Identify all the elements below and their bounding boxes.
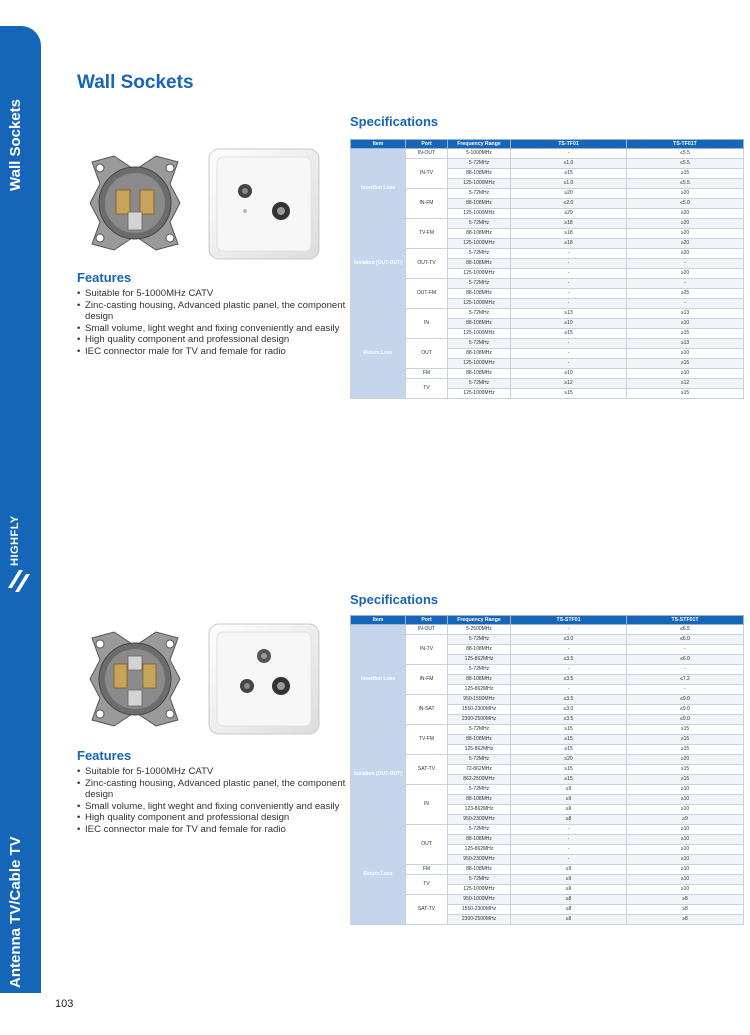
value-cell: - xyxy=(627,685,744,695)
frequency-cell: 5-72MHz xyxy=(448,665,511,675)
value-cell: ≥15 xyxy=(627,169,744,179)
value-cell: ≥15 xyxy=(627,765,744,775)
value-cell: ≥10 xyxy=(627,865,744,875)
frequency-cell: 5-72MHz xyxy=(448,189,511,199)
value-cell: ≥9 xyxy=(511,885,627,895)
feature-item: • High quality component and professional design xyxy=(77,334,347,346)
value-cell: ≥18 xyxy=(511,239,627,249)
sidebar xyxy=(0,26,41,993)
feature-item: • Zinc-casting housing, Advanced plastic panel, the component design xyxy=(77,778,347,801)
table-row xyxy=(351,625,744,635)
frequency-cell: 5-72MHz xyxy=(448,379,511,389)
value-cell: ≥15 xyxy=(627,775,744,785)
port-cell: IN xyxy=(406,785,448,825)
value-cell: - xyxy=(511,359,627,369)
header-model-a: TS-STF01 xyxy=(511,616,627,625)
value-cell: ≥9 xyxy=(627,815,744,825)
value-cell: - xyxy=(511,299,627,309)
frequency-cell: 2300-2500MHz xyxy=(448,715,511,725)
value-cell: ≥10 xyxy=(627,855,744,865)
table-row xyxy=(351,189,744,199)
item-cell: Isolation (OUT-OUT) xyxy=(351,725,406,825)
value-cell: ≤3.5 xyxy=(511,655,627,665)
header-model-b: TS-TF01T xyxy=(627,140,744,149)
value-cell: - xyxy=(511,289,627,299)
table-row xyxy=(351,369,744,379)
value-cell: ≥20 xyxy=(627,249,744,259)
frequency-cell: 123-862MHz xyxy=(448,805,511,815)
value-cell: - xyxy=(511,835,627,845)
value-cell: ≥15 xyxy=(627,725,744,735)
header-item: Item xyxy=(351,616,406,625)
frequency-cell: 88-108MHz xyxy=(448,645,511,655)
feature-item: • IEC connector male for TV and female for radio xyxy=(77,346,347,358)
frequency-cell: 88-108MHz xyxy=(448,795,511,805)
value-cell: - xyxy=(511,625,627,635)
value-cell: - xyxy=(511,249,627,259)
value-cell: ≥15 xyxy=(627,359,744,369)
frequency-cell: 950-1000MHz xyxy=(448,895,511,905)
feature-item: • IEC connector male for TV and female for radio xyxy=(77,824,347,836)
socket-insert-image xyxy=(84,628,186,730)
value-cell: - xyxy=(511,279,627,289)
value-cell: ≥20 xyxy=(627,755,744,765)
value-cell: ≥15 xyxy=(511,389,627,399)
value-cell: ≤6.5 xyxy=(627,625,744,635)
frequency-cell: 125-1000MHz xyxy=(448,359,511,369)
features-section-1 xyxy=(77,270,347,357)
header-port: Port xyxy=(406,140,448,149)
value-cell: ≥15 xyxy=(511,765,627,775)
frequency-cell: 125-1000MHz xyxy=(448,299,511,309)
value-cell: ≥15 xyxy=(627,389,744,399)
table-row xyxy=(351,875,744,885)
features-title: Features xyxy=(77,748,132,763)
value-cell: ≥10 xyxy=(627,875,744,885)
value-cell: ≥18 xyxy=(511,229,627,239)
frequency-cell: 5-72MHz xyxy=(448,825,511,835)
value-cell: ≥15 xyxy=(511,725,627,735)
port-cell: TV xyxy=(406,875,448,895)
frequency-cell: 125-1000MHz xyxy=(448,209,511,219)
value-cell: - xyxy=(511,855,627,865)
table-row xyxy=(351,149,744,159)
port-cell: IN-TV xyxy=(406,635,448,665)
value-cell: ≥20 xyxy=(627,269,744,279)
table-row xyxy=(351,755,744,765)
sidebar-top-label: Wall Sockets xyxy=(7,99,24,191)
frequency-cell: 125-1000MHz xyxy=(448,389,511,399)
header-port: Port xyxy=(406,616,448,625)
value-cell: ≤3.0 xyxy=(511,635,627,645)
table-row xyxy=(351,785,744,795)
table-row xyxy=(351,865,744,875)
item-cell xyxy=(351,625,406,635)
value-cell: ≥10 xyxy=(627,349,744,359)
value-cell: - xyxy=(511,665,627,675)
header-model-a: TS-TF01 xyxy=(511,140,627,149)
frequency-cell: 125-862MHz xyxy=(448,655,511,665)
page-number: 103 xyxy=(55,998,74,1010)
frequency-cell: 1550-2300MHz xyxy=(448,705,511,715)
value-cell: ≤5.5 xyxy=(627,159,744,169)
table-row xyxy=(351,219,744,229)
port-cell: TV-FM xyxy=(406,219,448,249)
value-cell: ≤7.2 xyxy=(627,675,744,685)
value-cell: ≥15 xyxy=(511,329,627,339)
value-cell: ≥20 xyxy=(511,189,627,199)
frequency-cell: 5-2500MHz xyxy=(448,625,511,635)
value-cell: ≥9 xyxy=(511,805,627,815)
frequency-cell: 5-1000MHz xyxy=(448,149,511,159)
frequency-cell: 88-108MHz xyxy=(448,319,511,329)
port-cell: IN-FM xyxy=(406,665,448,695)
table-row xyxy=(351,159,744,169)
value-cell: ≥10 xyxy=(511,319,627,329)
value-cell: ≤3.5 xyxy=(511,675,627,685)
port-cell: TV xyxy=(406,379,448,399)
frequency-cell: 88-108MHz xyxy=(448,865,511,875)
value-cell: ≥20 xyxy=(627,239,744,249)
spec-table-1 xyxy=(350,139,744,399)
table-row xyxy=(351,665,744,675)
value-cell: ≥20 xyxy=(627,189,744,199)
frequency-cell: 950-2300MHz xyxy=(448,815,511,825)
table-row xyxy=(351,725,744,735)
frequency-cell: 88-108MHz xyxy=(448,259,511,269)
value-cell: - xyxy=(511,149,627,159)
frequency-cell: 125-1000MHz xyxy=(448,179,511,189)
table-row xyxy=(351,279,744,289)
value-cell: ≥10 xyxy=(627,805,744,815)
port-cell: FM xyxy=(406,369,448,379)
value-cell: ≤5.5 xyxy=(627,179,744,189)
frequency-cell: 88-108MHz xyxy=(448,199,511,209)
feature-item: • Suitable for 5-1000MHz CATV xyxy=(77,288,347,300)
header-item: Item xyxy=(351,140,406,149)
value-cell: ≥8 xyxy=(511,815,627,825)
header-frequency: Frequency Range xyxy=(448,616,511,625)
value-cell: ≤3.5 xyxy=(511,695,627,705)
frequency-cell: 72-862MHz xyxy=(448,765,511,775)
port-cell: OUT xyxy=(406,825,448,865)
value-cell: ≥9 xyxy=(511,875,627,885)
table-row xyxy=(351,249,744,259)
value-cell: ≥15 xyxy=(511,169,627,179)
features-section-2 xyxy=(77,748,347,835)
port-cell: OUT-TV xyxy=(406,249,448,279)
frequency-cell: 125-1000MHz xyxy=(448,885,511,895)
port-cell: TV-FM xyxy=(406,725,448,755)
highfly-logo-icon xyxy=(5,566,35,596)
value-cell: - xyxy=(511,349,627,359)
value-cell: ≥20 xyxy=(627,219,744,229)
value-cell: - xyxy=(627,645,744,655)
socket-cover-image xyxy=(205,620,323,738)
features-title: Features xyxy=(77,270,132,285)
value-cell: - xyxy=(511,825,627,835)
frequency-cell: 88-108MHz xyxy=(448,169,511,179)
value-cell: ≥20 xyxy=(627,209,744,219)
frequency-cell: 5-72MHz xyxy=(448,159,511,169)
value-cell: - xyxy=(511,645,627,655)
value-cell: ≥10 xyxy=(627,369,744,379)
port-cell: FM xyxy=(406,865,448,875)
frequency-cell: 5-72MHz xyxy=(448,279,511,289)
spec-table-2 xyxy=(350,615,744,925)
frequency-cell: 2300-2500MHz xyxy=(448,915,511,925)
frequency-cell: 88-108MHz xyxy=(448,229,511,239)
port-cell: SAT-TV xyxy=(406,895,448,925)
item-cell: Insertion Loss xyxy=(351,635,406,725)
value-cell: ≤6.0 xyxy=(627,655,744,665)
table-row xyxy=(351,379,744,389)
value-cell: ≥20 xyxy=(511,755,627,765)
value-cell: ≥13 xyxy=(627,309,744,319)
value-cell: ≤1.0 xyxy=(511,179,627,189)
value-cell: ≥9 xyxy=(511,785,627,795)
value-cell: ≥15 xyxy=(627,735,744,745)
value-cell: ≥15 xyxy=(511,735,627,745)
frequency-cell: 125-862MHz xyxy=(448,845,511,855)
value-cell: - xyxy=(511,269,627,279)
frequency-cell: 5-72MHz xyxy=(448,249,511,259)
frequency-cell: 88-108MHz xyxy=(448,369,511,379)
value-cell: - xyxy=(511,339,627,349)
value-cell: ≤9.0 xyxy=(627,715,744,725)
value-cell: ≥8 xyxy=(511,915,627,925)
value-cell: - xyxy=(511,685,627,695)
value-cell: ≥18 xyxy=(511,219,627,229)
item-cell: Insertion Loss xyxy=(351,159,406,219)
value-cell: ≥25 xyxy=(627,289,744,299)
frequency-cell: 1550-2300MHz xyxy=(448,905,511,915)
value-cell: ≥20 xyxy=(511,209,627,219)
value-cell: ≥13 xyxy=(627,339,744,349)
item-cell: Return Loss xyxy=(351,309,406,399)
header-model-b: TS-STF01T xyxy=(627,616,744,625)
sidebar-brand: HIGHFLY xyxy=(9,515,21,566)
port-cell: OUT-FM xyxy=(406,279,448,309)
port-cell: IN-SAT xyxy=(406,695,448,725)
feature-item: • High quality component and professional design xyxy=(77,812,347,824)
value-cell: ≤3.5 xyxy=(511,715,627,725)
value-cell: ≤3.0 xyxy=(511,705,627,715)
item-cell: Isolation (OUT-OUT) xyxy=(351,219,406,309)
value-cell: ≥12 xyxy=(511,379,627,389)
value-cell: - xyxy=(627,279,744,289)
frequency-cell: 862-2500MHz xyxy=(448,775,511,785)
value-cell: ≥10 xyxy=(627,825,744,835)
value-cell: ≥10 xyxy=(627,835,744,845)
value-cell: ≥10 xyxy=(627,885,744,895)
value-cell: ≤9.0 xyxy=(627,695,744,705)
frequency-cell: 5-72MHz xyxy=(448,219,511,229)
port-cell: IN xyxy=(406,309,448,339)
frequency-cell: 5-72MHz xyxy=(448,339,511,349)
item-cell xyxy=(351,149,406,159)
socket-cover-image xyxy=(205,145,323,263)
value-cell: ≤1.0 xyxy=(511,159,627,169)
table-row xyxy=(351,895,744,905)
frequency-cell: 88-108MHz xyxy=(448,735,511,745)
table-row xyxy=(351,339,744,349)
table-row xyxy=(351,825,744,835)
spec-title-2: Specifications xyxy=(350,592,439,607)
frequency-cell: 125-1000MHz xyxy=(448,269,511,279)
value-cell: ≥10 xyxy=(627,319,744,329)
value-cell: ≥10 xyxy=(627,785,744,795)
value-cell: ≥15 xyxy=(627,745,744,755)
port-cell: IN-TV xyxy=(406,159,448,189)
table-row xyxy=(351,309,744,319)
port-cell: SAT-TV xyxy=(406,755,448,785)
frequency-cell: 88-108MHz xyxy=(448,675,511,685)
frequency-cell: 88-108MHz xyxy=(448,289,511,299)
frequency-cell: 950-2300MHz xyxy=(448,855,511,865)
header-frequency: Frequency Range xyxy=(448,140,511,149)
frequency-cell: 125-1000MHz xyxy=(448,329,511,339)
value-cell: ≥15 xyxy=(627,329,744,339)
spec-title-1: Specifications xyxy=(350,114,439,129)
port-cell: IN-OUT xyxy=(406,149,448,159)
frequency-cell: 125-862MHz xyxy=(448,685,511,695)
value-cell: ≥8 xyxy=(627,905,744,915)
value-cell: ≥20 xyxy=(627,229,744,239)
table-row xyxy=(351,635,744,645)
value-cell: ≥10 xyxy=(627,795,744,805)
value-cell: ≥8 xyxy=(511,895,627,905)
port-cell: IN-OUT xyxy=(406,625,448,635)
item-cell: Return Loss xyxy=(351,825,406,925)
frequency-cell: 5-72MHz xyxy=(448,725,511,735)
value-cell: ≥15 xyxy=(511,745,627,755)
value-cell: ≥12 xyxy=(627,379,744,389)
page-title: Wall Sockets xyxy=(77,72,194,93)
feature-item: • Small volume, light weght and fixing conveniently and easily xyxy=(77,323,347,335)
value-cell: ≥8 xyxy=(511,905,627,915)
feature-item: • Suitable for 5-1000MHz CATV xyxy=(77,766,347,778)
frequency-cell: 950-1550MHz xyxy=(448,695,511,705)
feature-item: • Zinc-casting housing, Advanced plastic panel, the component design xyxy=(77,300,347,323)
port-cell: IN-FM xyxy=(406,189,448,219)
value-cell: ≥8 xyxy=(627,895,744,905)
value-cell: ≥9 xyxy=(511,865,627,875)
feature-item: • Small volume, light weght and fixing conveniently and easily xyxy=(77,801,347,813)
value-cell: ≥10 xyxy=(511,369,627,379)
value-cell: ≤5.0 xyxy=(627,199,744,209)
table-row xyxy=(351,695,744,705)
value-cell: - xyxy=(627,665,744,675)
socket-insert-image xyxy=(84,152,186,254)
value-cell: - xyxy=(511,259,627,269)
value-cell: ≥15 xyxy=(511,775,627,785)
value-cell: - xyxy=(627,259,744,269)
value-cell: ≤2.0 xyxy=(511,199,627,209)
value-cell: ≤6.0 xyxy=(627,635,744,645)
value-cell: ≥9 xyxy=(511,795,627,805)
value-cell: - xyxy=(627,299,744,309)
value-cell: - xyxy=(511,845,627,855)
value-cell: ≥10 xyxy=(627,845,744,855)
port-cell: OUT xyxy=(406,339,448,369)
value-cell: ≥8 xyxy=(627,915,744,925)
frequency-cell: 88-108MHz xyxy=(448,835,511,845)
frequency-cell: 88-108MHz xyxy=(448,349,511,359)
value-cell: ≤5.5 xyxy=(627,149,744,159)
frequency-cell: 5-72MHz xyxy=(448,309,511,319)
frequency-cell: 5-72MHz xyxy=(448,635,511,645)
sidebar-bottom-label: Antenna TV/Cable TV xyxy=(7,836,24,988)
frequency-cell: 125-1000MHz xyxy=(448,239,511,249)
value-cell: ≤9.0 xyxy=(627,705,744,715)
frequency-cell: 125-862MHz xyxy=(448,745,511,755)
frequency-cell: 5-72MHz xyxy=(448,785,511,795)
frequency-cell: 5-72MHz xyxy=(448,755,511,765)
frequency-cell: 5-72MHz xyxy=(448,875,511,885)
value-cell: ≥13 xyxy=(511,309,627,319)
